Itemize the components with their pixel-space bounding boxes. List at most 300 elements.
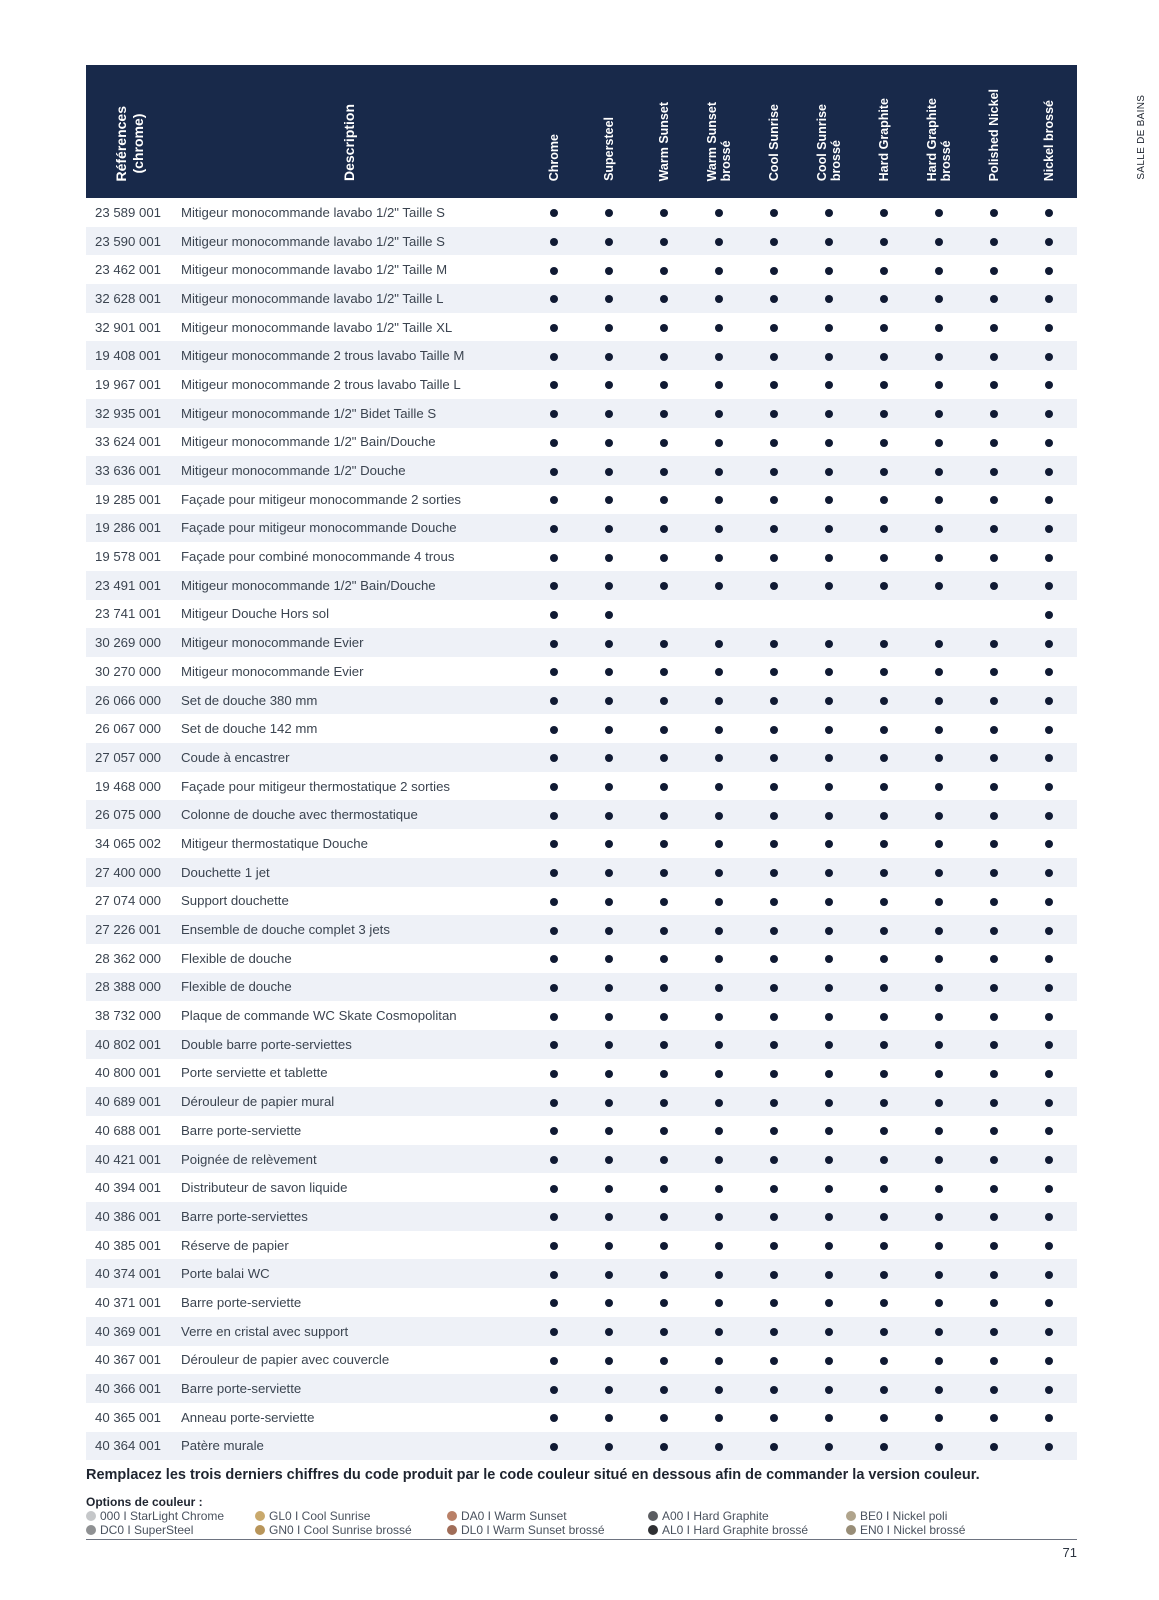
availability-cell [526,1202,581,1231]
availability-dot-icon [660,1013,668,1021]
availability-cell [1021,944,1077,973]
availability-dot-icon [605,295,613,303]
description-cell: Mitigeur monocommande 2 trous lavabo Taille M [173,341,526,370]
availability-dot-icon [1045,353,1053,361]
availability-dot-icon [990,381,998,389]
availability-cell [581,915,636,944]
reference-cell: 26 075 000 [86,800,173,829]
availability-dot-icon [715,1041,723,1049]
availability-cell [966,428,1021,457]
availability-dot-icon [880,955,888,963]
availability-cell [581,571,636,600]
table-row [86,915,1077,944]
availability-dot-icon [660,927,668,935]
availability-cell [1021,1317,1077,1346]
reference-cell: 23 491 001 [86,571,173,600]
availability-cell [636,456,691,485]
availability-cell [526,686,581,715]
availability-cell [691,1346,746,1375]
availability-dot-icon [605,984,613,992]
availability-dot-icon [1045,1414,1053,1422]
availability-dot-icon [880,439,888,447]
availability-dot-icon [605,1242,613,1250]
availability-dot-icon [880,582,888,590]
availability-cell [691,800,746,829]
availability-dot-icon [880,668,888,676]
color-swatch-icon [255,1511,265,1521]
reference-cell: 23 589 001 [95,204,162,220]
availability-dot-icon [990,1185,998,1193]
availability-dot-icon [825,955,833,963]
availability-dot-icon [550,209,558,217]
availability-cell [856,858,911,887]
description-cell: Barre porte-serviette [173,1374,526,1403]
availability-dot-icon [715,1099,723,1107]
table-row [86,1231,1077,1260]
availability-dot-icon [880,812,888,820]
availability-cell [856,428,911,457]
availability-cell [581,944,636,973]
table-row [86,743,1077,772]
availability-cell [856,198,911,227]
availability-dot-icon [550,554,558,562]
table-row [86,542,1077,571]
availability-cell [581,341,636,370]
availability-dot-icon [935,410,943,418]
availability-dot-icon [825,1443,833,1451]
availability-cell [581,456,636,485]
availability-dot-icon [880,267,888,275]
availability-cell [526,973,581,1002]
table-row [86,887,1077,916]
availability-dot-icon [660,955,668,963]
availability-cell [1021,227,1077,256]
availability-dot-icon [880,1070,888,1078]
availability-dot-icon [715,238,723,246]
availability-cell [801,600,856,629]
availability-dot-icon [1045,640,1053,648]
availability-dot-icon [935,439,943,447]
availability-cell [856,514,911,543]
legend-item [648,1523,808,1537]
availability-cell [856,600,911,629]
availability-cell [1021,399,1077,428]
availability-dot-icon [1045,898,1053,906]
availability-dot-icon [770,1099,778,1107]
availability-cell [581,1001,636,1030]
availability-cell [856,1374,911,1403]
availability-cell [636,1403,691,1432]
availability-cell [801,858,856,887]
availability-dot-icon [935,1386,943,1394]
availability-dot-icon [605,927,613,935]
availability-cell [526,542,581,571]
availability-cell [636,1432,691,1461]
availability-dot-icon [550,1386,558,1394]
availability-cell [856,1259,911,1288]
availability-dot-icon [550,1443,558,1451]
availability-dot-icon [990,668,998,676]
availability-cell [801,1403,856,1432]
availability-dot-icon [770,1070,778,1078]
reference-cell: 38 732 000 [95,1008,162,1024]
legend-item-label: GN0 I Cool Sunrise brossé [269,1523,412,1537]
availability-cell [856,1231,911,1260]
availability-cell [856,1173,911,1202]
availability-dot-icon [715,554,723,562]
reference-cell: 27 057 000 [86,743,173,772]
column-header-color: Polished Nickel [966,65,1021,198]
availability-dot-icon [880,324,888,332]
availability-cell [966,227,1021,256]
reference-cell: 23 462 001 [95,262,162,278]
availability-cell [636,600,691,629]
availability-cell [911,571,966,600]
availability-cell [801,198,856,227]
table-row [86,456,1077,485]
availability-dot-icon [935,1213,943,1221]
availability-dot-icon [770,697,778,705]
availability-dot-icon [605,611,613,619]
availability-dot-icon [935,726,943,734]
availability-cell [691,973,746,1002]
availability-cell [636,1231,691,1260]
availability-dot-icon [605,754,613,762]
reference-cell: 40 369 001 [86,1317,173,1346]
availability-cell [801,456,856,485]
availability-dot-icon [990,1443,998,1451]
availability-cell [636,370,691,399]
availability-cell [636,485,691,514]
availability-cell [911,542,966,571]
availability-cell [1021,1001,1077,1030]
availability-cell [526,198,581,227]
availability-cell [1021,1346,1077,1375]
availability-cell [966,887,1021,916]
column-header-description: Description [173,65,526,198]
reference-cell: 27 226 001 [86,915,173,944]
availability-dot-icon [825,238,833,246]
availability-dot-icon [1045,1099,1053,1107]
availability-cell [581,1346,636,1375]
availability-dot-icon [715,640,723,648]
availability-cell [801,628,856,657]
availability-cell [581,714,636,743]
availability-dot-icon [605,525,613,533]
availability-cell [801,485,856,514]
availability-cell [966,1202,1021,1231]
availability-dot-icon [605,209,613,217]
description-cell: Plaque de commande WC Skate Cosmopolitan [181,1008,457,1024]
availability-cell [526,1346,581,1375]
availability-cell [911,628,966,657]
availability-dot-icon [770,582,778,590]
availability-dot-icon [660,324,668,332]
table-row [86,370,1077,399]
availability-dot-icon [1045,582,1053,590]
availability-dot-icon [880,1386,888,1394]
reference-cell: 19 286 001 [86,514,173,543]
reference-cell: 19 408 001 [86,341,173,370]
availability-dot-icon [825,1185,833,1193]
availability-cell [1021,1087,1077,1116]
availability-cell [691,944,746,973]
reference-cell: 34 065 002 [95,835,162,851]
availability-dot-icon [550,955,558,963]
availability-dot-icon [990,955,998,963]
availability-dot-icon [935,468,943,476]
availability-dot-icon [990,267,998,275]
availability-cell [911,255,966,284]
availability-cell [801,428,856,457]
availability-cell [911,227,966,256]
availability-cell [526,1173,581,1202]
availability-dot-icon [770,525,778,533]
availability-cell [691,485,746,514]
availability-dot-icon [550,1414,558,1422]
availability-cell [911,399,966,428]
availability-dot-icon [660,869,668,877]
availability-cell [746,657,801,686]
availability-cell [746,1346,801,1375]
availability-cell [526,255,581,284]
column-header-color: Nickel brossé [1021,65,1077,198]
availability-cell [966,714,1021,743]
availability-dot-icon [990,1213,998,1221]
availability-cell [856,1317,911,1346]
availability-cell [526,829,581,858]
table-row [86,686,1077,715]
availability-cell [911,428,966,457]
availability-dot-icon [1045,1242,1053,1250]
availability-dot-icon [990,1070,998,1078]
availability-dot-icon [935,812,943,820]
availability-dot-icon [935,324,943,332]
availability-cell [746,887,801,916]
availability-dot-icon [990,927,998,935]
availability-dot-icon [770,869,778,877]
availability-cell [856,686,911,715]
availability-dot-icon [770,353,778,361]
availability-dot-icon [1045,1386,1053,1394]
availability-dot-icon [605,697,613,705]
table-row [86,1346,1077,1375]
availability-dot-icon [1045,697,1053,705]
legend-item-label: 000 I StarLight Chrome [100,1509,225,1523]
availability-dot-icon [990,410,998,418]
availability-cell [1021,657,1077,686]
legend-item [86,1509,224,1523]
reference-cell: 40 385 001 [95,1237,162,1253]
availability-cell [581,743,636,772]
availability-dot-icon [935,840,943,848]
reference-cell: 40 421 001 [86,1145,173,1174]
availability-dot-icon [605,1414,613,1422]
color-swatch-icon [648,1511,658,1521]
availability-dot-icon [1045,295,1053,303]
availability-cell [911,858,966,887]
table-row [86,1173,1077,1202]
availability-dot-icon [825,1127,833,1135]
availability-cell [581,1173,636,1202]
availability-dot-icon [990,783,998,791]
availability-dot-icon [990,1299,998,1307]
description-cell: Mitigeur monocommande lavabo 1/2" Taille M [181,262,448,278]
reference-cell: 27 400 000 [86,858,173,887]
availability-dot-icon [1045,468,1053,476]
availability-dot-icon [770,955,778,963]
availability-dot-icon [605,410,613,418]
reference-cell: 40 394 001 [95,1180,162,1196]
availability-cell [856,1288,911,1317]
availability-dot-icon [605,554,613,562]
availability-cell [856,657,911,686]
availability-cell [581,1202,636,1231]
availability-cell [691,714,746,743]
description-cell: Patère murale [173,1432,526,1461]
description-cell: Double barre porte-serviettes [173,1030,526,1059]
reference-cell: 32 901 001 [95,319,162,335]
availability-cell [801,542,856,571]
availability-cell [966,600,1021,629]
availability-cell [526,399,581,428]
availability-dot-icon [770,640,778,648]
availability-cell [966,1059,1021,1088]
availability-cell [746,1030,801,1059]
availability-cell [911,1231,966,1260]
availability-dot-icon [935,1041,943,1049]
availability-cell [966,858,1021,887]
availability-dot-icon [935,1070,943,1078]
availability-cell [691,600,746,629]
color-swatch-icon [86,1511,96,1521]
availability-cell [526,800,581,829]
availability-cell [911,657,966,686]
availability-dot-icon [990,1271,998,1279]
availability-cell [966,1116,1021,1145]
availability-dot-icon [715,1070,723,1078]
availability-cell [636,514,691,543]
reference-cell: 33 624 001 [95,434,162,450]
availability-dot-icon [825,1414,833,1422]
availability-cell [856,341,911,370]
availability-dot-icon [825,267,833,275]
availability-dot-icon [1045,984,1053,992]
description-cell: Mitigeur thermostatique Douche [181,835,368,851]
availability-cell [801,255,856,284]
availability-dot-icon [825,381,833,389]
availability-cell [581,428,636,457]
color-swatch-icon [846,1525,856,1535]
column-header-color: Cool Sunrise [746,65,801,198]
availability-cell [966,973,1021,1002]
availability-dot-icon [880,1242,888,1250]
availability-dot-icon [1045,1443,1053,1451]
availability-cell [1021,915,1077,944]
availability-cell [746,1202,801,1231]
availability-dot-icon [770,439,778,447]
description-cell: Support douchette [181,893,289,909]
availability-dot-icon [715,1013,723,1021]
availability-dot-icon [990,726,998,734]
availability-dot-icon [825,697,833,705]
availability-dot-icon [1045,1013,1053,1021]
availability-dot-icon [825,1271,833,1279]
reference-cell: 19 578 001 [95,549,162,565]
availability-dot-icon [1045,754,1053,762]
reference-cell: 40 802 001 [86,1030,173,1059]
availability-dot-icon [770,984,778,992]
availability-dot-icon [605,1443,613,1451]
legend-item-label: A00 I Hard Graphite [662,1509,769,1523]
availability-cell [911,514,966,543]
availability-dot-icon [990,1156,998,1164]
reference-cell: 40 800 001 [95,1065,162,1081]
availability-dot-icon [605,582,613,590]
availability-cell [1021,542,1077,571]
availability-dot-icon [1045,1070,1053,1078]
description-cell: Façade pour mitigeur monocommande 2 sorties [181,491,462,507]
column-header-color: Cool Sunrise brossé [801,65,856,198]
availability-dot-icon [550,582,558,590]
description-cell: Anneau porte-serviette [181,1409,315,1425]
table-row [86,1001,1077,1030]
availability-dot-icon [1045,668,1053,676]
availability-dot-icon [550,353,558,361]
availability-cell [636,829,691,858]
availability-dot-icon [880,525,888,533]
availability-dot-icon [935,1127,943,1135]
availability-cell [691,1173,746,1202]
availability-cell [1021,370,1077,399]
availability-cell [856,887,911,916]
availability-dot-icon [1045,381,1053,389]
availability-dot-icon [825,496,833,504]
availability-cell [636,399,691,428]
availability-dot-icon [660,209,668,217]
availability-dot-icon [770,754,778,762]
availability-dot-icon [660,410,668,418]
reference-cell: 40 688 001 [95,1122,162,1138]
availability-dot-icon [715,955,723,963]
availability-cell [911,456,966,485]
legend-item [447,1509,567,1523]
availability-dot-icon [825,410,833,418]
availability-dot-icon [770,1185,778,1193]
reference-cell: 40 364 001 [86,1432,173,1461]
availability-cell [636,915,691,944]
availability-dot-icon [1045,1357,1053,1365]
availability-dot-icon [935,1185,943,1193]
availability-dot-icon [880,496,888,504]
availability-cell [911,1173,966,1202]
availability-dot-icon [715,582,723,590]
availability-dot-icon [715,324,723,332]
availability-cell [856,1432,911,1461]
availability-dot-icon [770,381,778,389]
availability-cell [856,456,911,485]
column-header-color: Hard Graphite brossé [911,65,966,198]
color-swatch-icon [648,1525,658,1535]
availability-dot-icon [550,496,558,504]
availability-dot-icon [825,1013,833,1021]
availability-cell [801,399,856,428]
availability-dot-icon [825,1070,833,1078]
availability-cell [526,1259,581,1288]
availability-cell [636,198,691,227]
availability-dot-icon [880,640,888,648]
availability-dot-icon [550,754,558,762]
